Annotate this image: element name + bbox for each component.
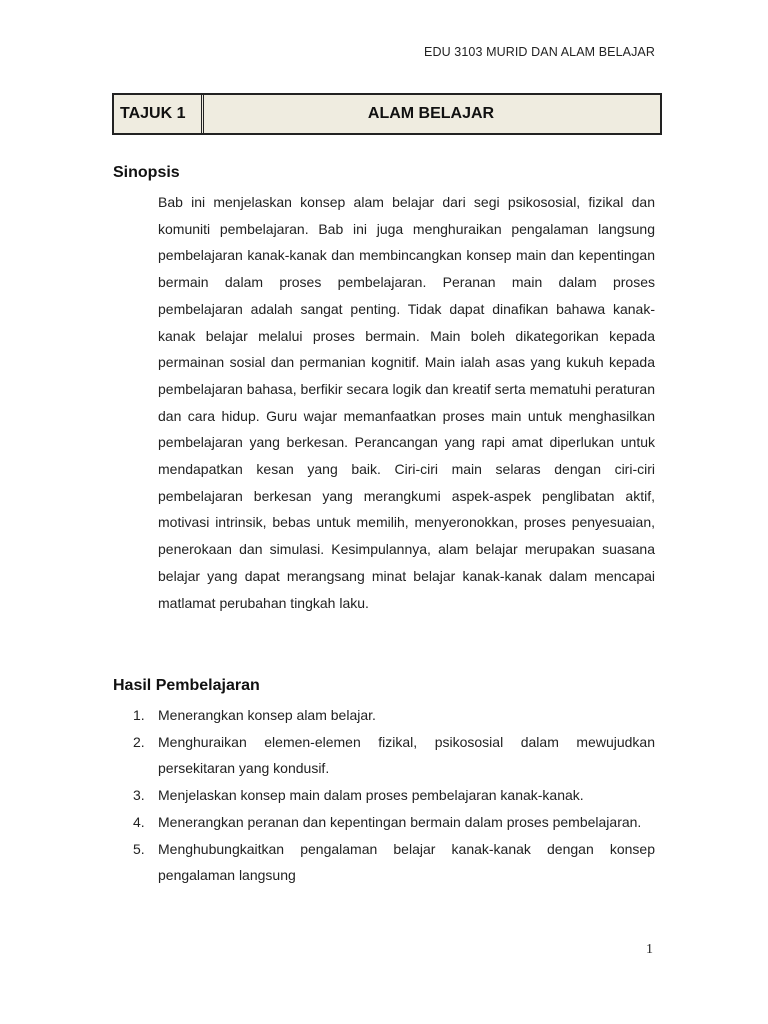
sinopsis-heading: Sinopsis bbox=[113, 164, 180, 181]
list-item bbox=[133, 782, 655, 809]
learning-outcomes-list bbox=[133, 702, 655, 889]
list-item-number: 4. bbox=[133, 813, 145, 830]
list-item-number: 2. bbox=[133, 733, 145, 750]
list-item bbox=[133, 836, 655, 889]
chapter-number: TAJUK 1 bbox=[114, 95, 204, 133]
list-item-text: Menjelaskan konsep main dalam proses pembelajaran kanak-kanak. bbox=[158, 787, 584, 804]
list-item bbox=[133, 729, 655, 782]
running-header: EDU 3103 MURID DAN ALAM BELAJAR bbox=[424, 45, 655, 59]
page-number: 1 bbox=[646, 942, 653, 957]
list-item-number: 5. bbox=[133, 840, 145, 857]
chapter-title-box bbox=[112, 93, 662, 135]
list-item-text: Menerangkan konsep alam belajar. bbox=[158, 707, 376, 723]
sinopsis-paragraph: Bab ini menjelaskan konsep alam belajar dari segi psikososial, fizikal dan komuniti pembelajaran. Bab ini juga menghuraikan pengalaman langsung pembelajaran kanak-kanak dan membincangkan konsep main dan kepentingan bermain dalam proses pembelajaran. Peranan main dalam proses pembelajaran adalah sangat penting. Tidak dapat dinafikan bahawa kanak-kanak belajar melalui proses bermain. Main boleh dikategorikan kepada permainan sosial dan permanian kognitif. Main ialah asas yang kukuh kepada pembelajaran bahasa, berfikir secara logik dan kreatif serta mematuhi peraturan dan cara hidup. Guru wajar memanfaatkan proses main untuk menghasilkan pembelajaran yang berkesan. Perancangan yang rapi amat diperlukan untuk mendapatkan kesan yang baik. Ciri-ciri main selaras dengan ciri-ciri pembelajaran berkesan yang merangkumi aspek-aspek penglibatan aktif, motivasi intrinsik, bebas untuk memilih, menyeronokkan, proses penyesuaian, penerokaan dan simulasi. Kesimpulannya, alam belajar merupakan suasana belajar yang dapat merangsang minat belajar kanak-kanak dalam mencapai matlamat perubahan tingkah laku. bbox=[158, 194, 655, 611]
list-item-text: Menerangkan peranan dan kepentingan bermain dalam proses pembelajaran. bbox=[158, 813, 642, 830]
list-item bbox=[133, 809, 655, 836]
list-item-number: 3. bbox=[133, 787, 145, 804]
list-item-text: Menghuraikan elemen-elemen fizikal, psikososial dalam mewujudkan persekitaran yang kondusif. bbox=[158, 733, 655, 777]
chapter-title: ALAM BELAJAR bbox=[367, 105, 495, 122]
list-item bbox=[133, 702, 655, 729]
list-item-text: Menghubungkaitkan pengalaman belajar kanak-kanak dengan konsep pengalaman langsung bbox=[158, 840, 655, 884]
list-item-number: 1. bbox=[133, 707, 145, 723]
hasil-pembelajaran-heading: Hasil Pembelajaran bbox=[113, 677, 260, 694]
